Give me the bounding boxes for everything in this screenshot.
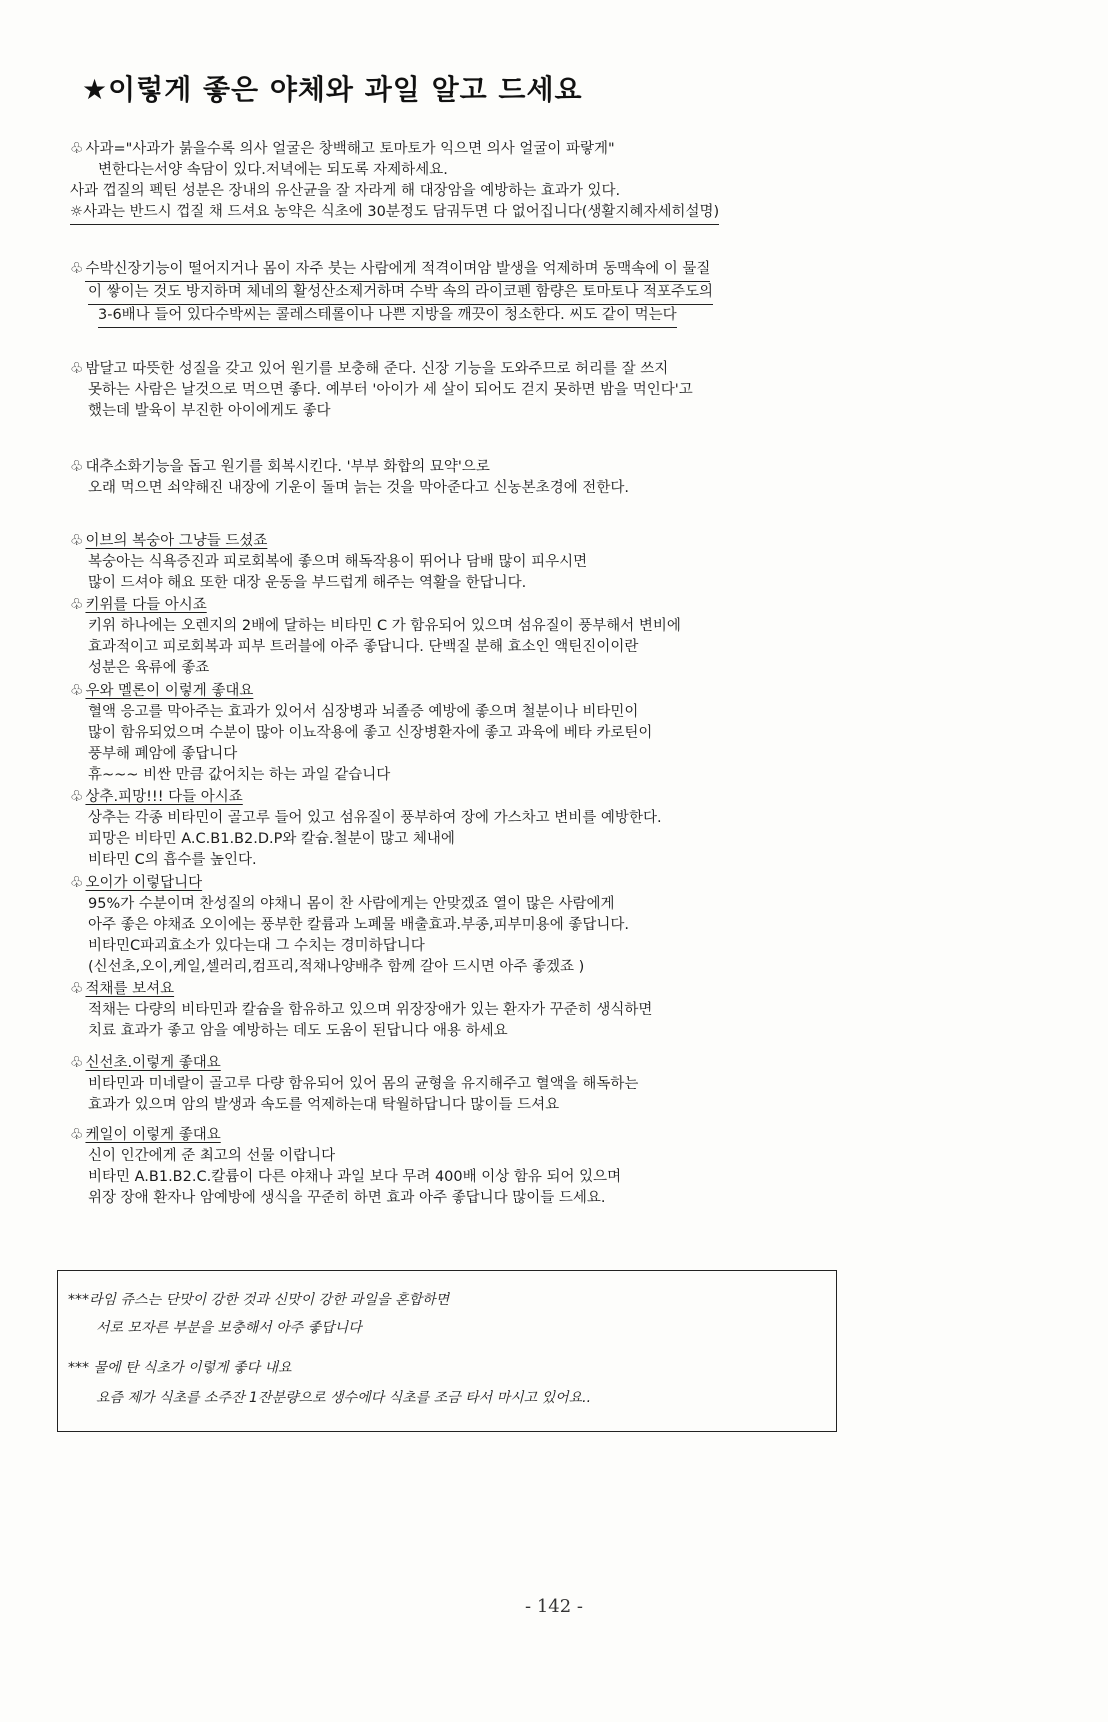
section-text: 치료 효과가 좋고 암을 예방하는 데도 도움이 된답니다 애용 하세요 <box>88 1023 508 1039</box>
section-heading: 신선초.이렇게 좋대요 <box>85 1055 221 1071</box>
clover-icon: ♧ <box>70 979 84 997</box>
section-heading: 밤달고 따뜻한 성질을 갖고 있어 원기를 보충해 준다. 신장 기능을 도와주므로 허리를 잘 쓰지 <box>85 361 669 377</box>
section-text: 했는데 발육이 부진한 아이에게도 좋다 <box>88 403 331 419</box>
section-text: 아주 좋은 야채죠 오이에는 풍부한 칼륨과 노폐물 배출효과.부종,피부미용에 좋답니다. <box>88 917 629 933</box>
note-line: 요즘 제가 식초를 소주잔 1잔분량으로 생수에다 식초를 조금 타서 마시고 있어요.. <box>96 1390 592 1406</box>
section-text: 위장 장애 환자나 암예방에 생식을 꾸준히 하면 효과 아주 좋답니다 많이들 드세요. <box>88 1190 606 1206</box>
section-heading: 오이가 이렇답니다 <box>85 875 203 891</box>
section-watermelon <box>70 258 713 328</box>
section-apple <box>70 138 719 225</box>
clover-icon: ♧ <box>70 139 84 157</box>
section-text: 비타민과 미네랄이 골고루 다량 함유되어 있어 몸의 균형을 유지해주고 혈액을 해독하는 <box>88 1076 639 1092</box>
section-heading: 케일이 이렇게 좋대요 <box>85 1127 221 1143</box>
section-cucumber <box>70 872 629 978</box>
clover-icon: ♧ <box>70 259 84 277</box>
section-text: 성분은 육류에 좋죠 <box>88 660 210 676</box>
section-red-cabbage <box>70 978 652 1042</box>
page-number: - 142 - <box>525 1596 583 1617</box>
note-line: *** 물에 탄 식초가 이렇게 좋다 내요 <box>68 1360 292 1376</box>
section-heading: 우와 멜론이 이렇게 좋대요 <box>85 683 254 699</box>
section-peach <box>70 530 587 594</box>
section-text: 비타민 A.B1.B2.C.칼륨이 다른 야채나 과일 보다 무려 400배 이상 함유 되어 있으며 <box>88 1169 622 1185</box>
section-heading: 대추소화기능을 돕고 원기를 회복시킨다. '부부 화합의 묘약'으로 <box>85 459 490 475</box>
section-angelica <box>70 1052 638 1116</box>
section-chestnut <box>70 358 693 422</box>
section-text: 상추는 각종 비타민이 골고루 들어 있고 섬유질이 풍부하여 장에 가스차고 변비를 예방한다. <box>88 810 662 826</box>
section-jujube <box>70 456 629 499</box>
section-text: (신선초,오이,케일,셀러리,컴프리,적채나양배추 함께 갈아 드시면 아주 좋겠죠 ) <box>88 959 585 975</box>
clover-icon: ♧ <box>70 873 84 891</box>
section-text: 복숭아는 식욕증진과 피로회복에 좋으며 해독작용이 뛰어나 담배 많이 피우시면 <box>88 554 588 570</box>
section-text: 사과 껍질의 펙틴 성분은 장내의 유산균을 잘 자라게 해 대장암을 예방하는 효과가 있다. <box>70 183 621 199</box>
section-heading: 상추.피망!!! 다들 아시죠 <box>85 789 243 805</box>
section-text: 휴~~~ 비싼 만큼 값어치는 하는 과일 같습니다 <box>88 767 391 783</box>
handwritten-note-box <box>57 1270 837 1432</box>
section-text: 피망은 비타민 A.C.B1.B2.D.P와 칼슘.철분이 많고 체내에 <box>88 831 455 847</box>
note-line: 서로 모자른 부분을 보충해서 아주 좋답니다 <box>96 1320 362 1336</box>
section-text: 많이 함유되었으며 수분이 많아 이뇨작용에 좋고 신장병환자에 좋고 과육에 베타 카로틴이 <box>88 725 653 741</box>
section-text: 키위 하나에는 오렌지의 2배에 달하는 비타민 C 가 함유되어 있으며 섬유질이 풍부해서 변비에 <box>88 618 681 634</box>
note-line: ***라임 쥬스는 단맛이 강한 것과 신맛이 강한 과일을 혼합하면 <box>68 1292 450 1308</box>
section-text: 95%가 수분이며 찬성질의 야채니 몸이 찬 사람에게는 안맞겠죠 열이 많은 사람에게 <box>88 896 615 912</box>
section-text: 변한다는서양 속담이 있다.저녁에는 되도록 자제하세요. <box>98 162 448 178</box>
clover-icon: ♧ <box>70 1125 84 1143</box>
section-text: 적채는 다량의 비타민과 칼슘을 함유하고 있으며 위장장애가 있는 환자가 꾸준히 생식하면 <box>88 1002 653 1018</box>
section-text: 풍부해 폐암에 좋답니다 <box>88 746 238 762</box>
section-kiwi <box>70 594 681 679</box>
clover-icon: ♧ <box>70 457 84 475</box>
clover-icon: ♧ <box>70 595 84 613</box>
section-text: 효과적이고 피로회복과 피부 트러블에 아주 좋답니다. 단백질 분해 효소인 액틴진이이란 <box>88 639 639 655</box>
clover-icon: ♧ <box>70 1053 84 1071</box>
section-text: 효과가 있으며 암의 발생과 속도를 억제하는대 탁월하답니다 많이들 드셔요 <box>88 1097 560 1113</box>
section-text: 못하는 사람은 날것으로 먹으면 좋다. 예부터 '아이가 세 살이 되어도 걷지 못하면 밤을 먹인다'고 <box>88 382 693 398</box>
section-text: 3-6배나 들어 있다수박씨는 콜레스테롤이나 나쁜 지방을 깨끗이 청소한다. 씨도 같이 먹는다 <box>98 305 677 328</box>
page-title: ★이렇게 좋은 야체와 과일 알고 드세요 <box>82 73 583 106</box>
section-text: ☼사과는 반드시 껍질 채 드셔요 농약은 식초에 30분정도 담궈두면 다 없어집니다(생활지혜자세히설명) <box>70 202 719 225</box>
section-heading: 적채를 보셔요 <box>85 981 175 997</box>
clover-icon: ♧ <box>70 531 84 549</box>
section-text: 비타민C파괴효소가 있다는대 그 수치는 경미하답니다 <box>88 938 425 954</box>
section-lettuce-pepper <box>70 786 662 871</box>
section-text: 비타민 C의 흡수를 높인다. <box>88 852 257 868</box>
section-kale <box>70 1124 621 1209</box>
section-heading: 이브의 복숭아 그냥들 드셨죠 <box>85 533 268 549</box>
section-heading: 사과="사과가 붉을수록 의사 얼굴은 창백해고 토마토가 익으면 의사 얼굴이 파랗게" <box>85 141 615 157</box>
clover-icon: ♧ <box>70 681 84 699</box>
section-text: 오래 먹으면 쇠약해진 내장에 기운이 돌며 늙는 것을 막아준다고 신농본초경에 전한다. <box>88 480 629 496</box>
section-heading: 수박신장기능이 떨어지거나 몸이 자주 붓는 사람에게 적격이며암 발생을 억제하며 동맥속에 이 물질 <box>85 259 710 282</box>
section-melon <box>70 680 652 786</box>
section-text: 신이 인간에게 준 최고의 선물 이랍니다 <box>88 1148 336 1164</box>
section-text: 이 쌓이는 것도 방지하며 체네의 활성산소제거하며 수박 속의 라이코펜 함량은 토마토나 적포주도의 <box>88 282 713 305</box>
clover-icon: ♧ <box>70 359 84 377</box>
section-text: 혈액 응고를 막아주는 효과가 있어서 심장병과 뇌졸증 예방에 좋으며 철분이나 비타민이 <box>88 704 639 720</box>
clover-icon: ♧ <box>70 787 84 805</box>
section-text: 많이 드셔야 해요 또한 대장 운동을 부드럽게 해주는 역활을 한답니다. <box>88 575 527 591</box>
section-heading: 키위를 다들 아시죠 <box>85 597 207 613</box>
